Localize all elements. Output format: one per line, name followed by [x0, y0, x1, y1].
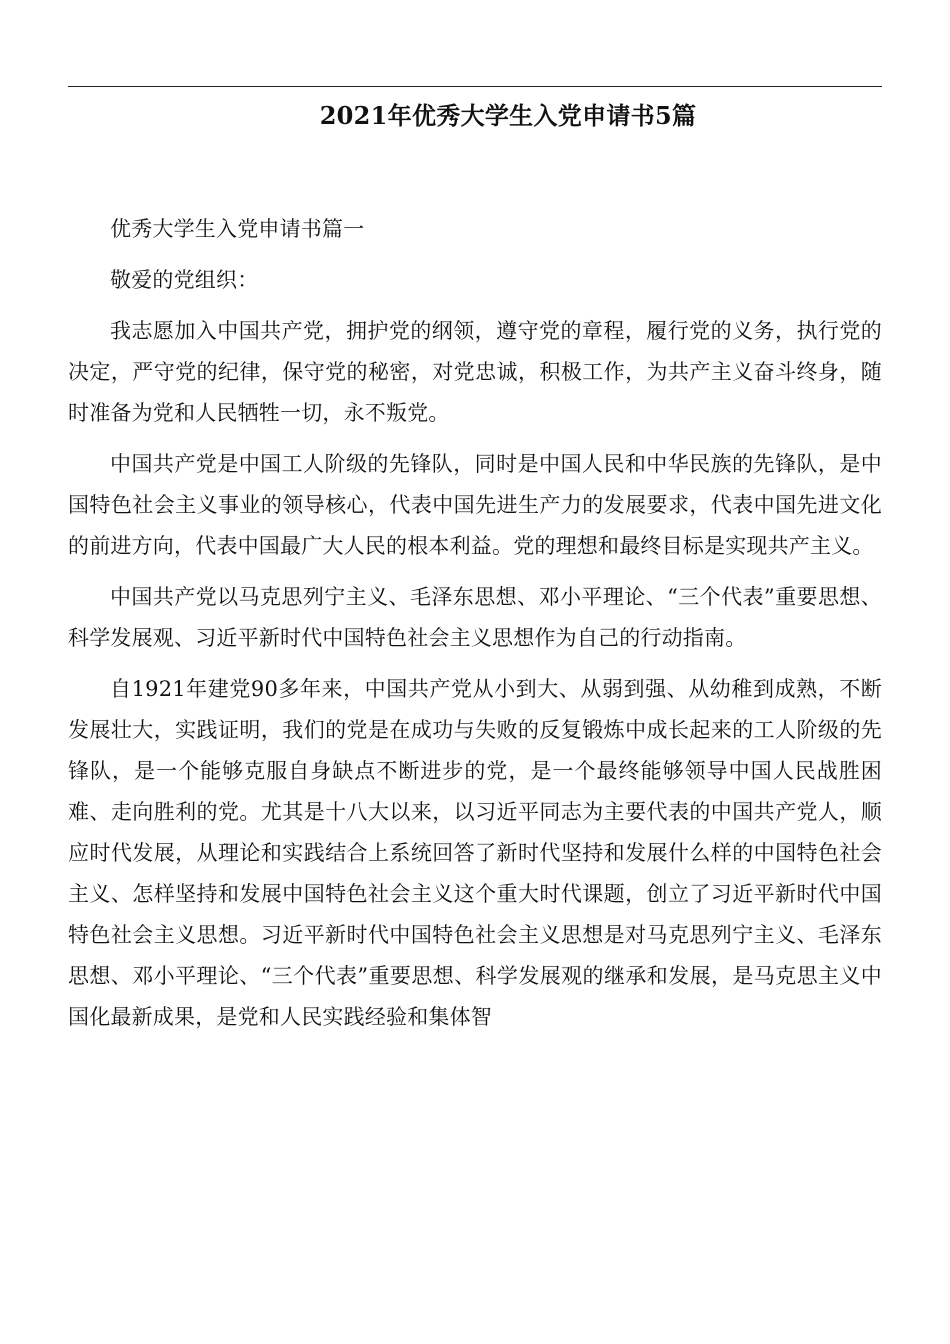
paragraph-1: 我志愿加入中国共产党，拥护党的纲领，遵守党的章程，履行党的义务，执行党的决定，严守党的纪律，保守党的秘密，对党忠诚，积极工作，为共产主义奋斗终身，随时准备为党和人民牺牲一切，永不叛党。 [68, 319, 882, 425]
paragraph-2: 中国共产党是中国工人阶级的先锋队，同时是中国人民和中华民族的先锋队，是中国特色社会主义事业的领导核心，代表中国先进生产力的发展要求，代表中国先进文化的前进方向，代表中国最广大人民的根本利益。党的理想和最终目标是实现共产主义。 [68, 452, 882, 558]
document-title: 2021年优秀大学生入党申请书5篇 [319, 101, 697, 130]
document-body [68, 209, 882, 1048]
paragraph-4: 自1921年建党90多年来，中国共产党从小到大、从弱到强、从幼稚到成熟，不断发展壮大，实践证明，我们的党是在成功与失败的反复锻炼中成长起来的工人阶级的先锋队，是一个能够克服自身缺点不断进步的党，是一个最终能够领导中国人民战胜困难、走向胜利的党。尤其是十八大以来，以习近平同志为主要代表的中国共产党人，顺应时代发展，从理论和实践结合上系统回答了新时代坚持和发展什么样的中国特色社会主义、怎样坚持和发展中国特色社会主义这个重大时代课题，创立了习近平新时代中国特色社会主义思想。习近平新时代中国特色社会主义思想是对马克思列宁主义、毛泽东思想、邓小平理论、“三个代表”重要思想、科学发展观的继承和发展，是马克思主义中国化最新成果，是党和人民实践经验和集体智 [68, 677, 882, 1029]
section-heading: 优秀大学生入党申请书篇一 [110, 217, 365, 241]
salutation: 敬爱的党组织： [110, 268, 259, 292]
paragraph-3: 中国共产党以马克思列宁主义、毛泽东思想、邓小平理论、“三个代表”重要思想、科学发展观、习近平新时代中国特色社会主义思想作为自己的行动指南。 [68, 585, 882, 650]
header-rule [68, 86, 882, 87]
